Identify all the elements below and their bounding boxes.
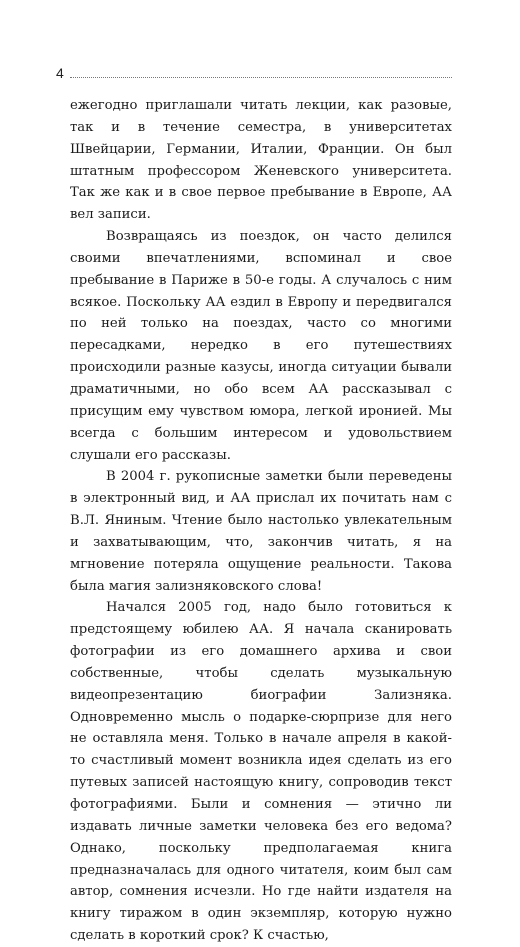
header-dotted-rule [70,77,452,78]
paragraph-4: Начался 2005 год, надо было готовиться к предстоящему юбилею АА. Я начала сканировать фотографии из его домашнего архива и свои собственные, чтобы сделать музыкальную видеопрезентацию биографии Зализняка. Одновременно мысль о подарке-сюрпризе для него не оставляла меня. Только в начале апреля в какой-то счастливый момент возникла идея сделать из его путевых записей настоящую книгу, сопроводив текст фотографиями. Были и сомнения — этично ли издавать личные заметки человека без его ведома? Однако, поскольку предполагаемая книга предназначалась для одного читателя, коим был сам автор, сомнения исчезли. Но где найти издателя на книгу тиражом в один экземпляр, которую нужно сделать в короткий срок? К счастью, [70,600,452,944]
paragraph-3: В 2004 г. рукописные заметки были переведены в электронный вид, и АА прислал их почитать нам с В.Л. Яниным. Чтение было настолько увлекательным и захватывающим, что, закончив читать, я на мгновение потеряла ощущение реальности. Такова была магия зализняковского слова! [70,469,452,594]
page-header [56,60,452,80]
paragraph-2: Возвращаясь из поездок, он часто делился своими впечатлениями, вспоминал и свое пребывание в Париже в 50-е годы. А случалось с ним всякое. Поскольку АА ездил в Европу и передвигался по ней только на поездах, часто со многими пересадками, нередко в его путешествиях происходили разные казусы, иногда ситуации бывали драматичными, но обо всем АА рассказывал с присущим ему чувством юмора, легкой иронией. Мы всегда с большим интересом и удовольствием слушали его рассказы. [70,229,452,463]
paragraph-1: ежегодно приглашали читать лекции, как разовые, так и в течение семестра, в университетах Швейцарии, Германии, Италии, Франции. Он был штатным профессором Женевского университета. Так же как и в свое первое пребывание в Европе, АА вел записи. [70,98,452,223]
body-text [70,95,452,947]
page-number: 4 [56,65,64,81]
